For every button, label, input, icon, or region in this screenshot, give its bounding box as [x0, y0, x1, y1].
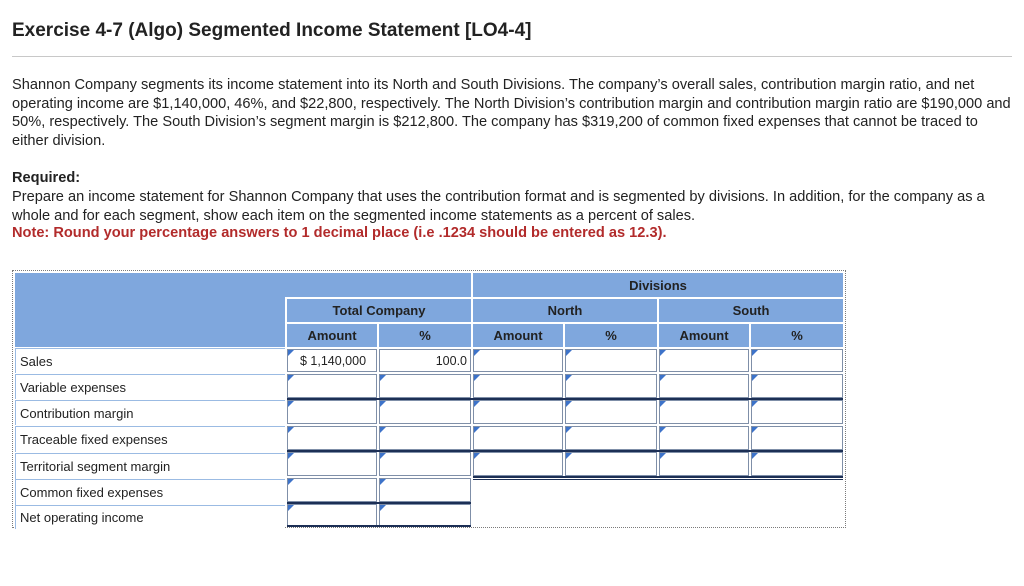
segment-margin-north-pct-input[interactable]: [565, 452, 657, 476]
traceable-fixed-south-pct-input[interactable]: [751, 426, 843, 450]
segment-margin-total-amount-input[interactable]: [287, 452, 377, 476]
row-label-contribution-margin: Contribution margin: [15, 400, 285, 425]
sales-north-amount-input[interactable]: [473, 349, 563, 372]
traceable-fixed-south-amount-input[interactable]: [659, 426, 749, 450]
total-company-header: Total Company: [287, 299, 471, 322]
contribution-margin-south-amount-input[interactable]: [659, 400, 749, 424]
variable-expenses-north-pct-input[interactable]: [565, 374, 657, 398]
segment-margin-total-pct-input[interactable]: [379, 452, 471, 476]
south-header: South: [659, 299, 843, 322]
contribution-margin-total-amount-input[interactable]: [287, 400, 377, 424]
segment-margin-south-pct-input[interactable]: [751, 452, 843, 476]
row-label-traceable-fixed-expenses: Traceable fixed expenses: [15, 426, 285, 452]
row-label-common-fixed-expenses: Common fixed expenses: [15, 479, 285, 505]
net-operating-income-double-underline: [287, 525, 471, 527]
title-divider: [12, 56, 1012, 57]
net-operating-income-total-amount-input[interactable]: [287, 504, 377, 526]
sales-south-pct-input[interactable]: [751, 349, 843, 372]
variable-expenses-total-amount-input[interactable]: [287, 374, 377, 398]
problem-description: Shannon Company segments its income statement into its North and South Divisions. The company’s overall sales, contribution margin ratio, and net operating income are $1,140,000, 46%, and $22,800, respectively. The North Division’s contribution margin and contribution margin ratio are $190,000 and 50%, respectively. The South Division’s segment margin is $212,800. The company has $319,200 of common fixed expenses that cannot be traced to either division.: [12, 77, 1011, 149]
common-fixed-total-amount-input[interactable]: [287, 478, 377, 502]
traceable-fixed-north-amount-input[interactable]: [473, 426, 563, 450]
required-heading: Required:: [12, 170, 81, 186]
south-pct-header: %: [751, 324, 843, 347]
header-spacer: [285, 273, 471, 297]
rounding-note: Note: Round your percentage answers to 1 decimal place (i.e .1234 should be entered as 12.3).: [12, 225, 667, 241]
variable-expenses-total-pct-input[interactable]: [379, 374, 471, 398]
sales-south-amount-input[interactable]: [659, 349, 749, 372]
sales-total-pct-input[interactable]: 100.0: [379, 349, 471, 372]
north-header: North: [473, 299, 657, 322]
row-label-variable-expenses: Variable expenses: [15, 374, 285, 399]
variable-expenses-south-amount-input[interactable]: [659, 374, 749, 398]
total-pct-header: %: [379, 324, 471, 347]
exercise-title: Exercise 4-7 (Algo) Segmented Income Statement [LO4-4]: [12, 20, 532, 41]
traceable-fixed-north-pct-input[interactable]: [565, 426, 657, 450]
segment-margin-double-underline: [473, 476, 843, 478]
north-amount-header: Amount: [473, 324, 563, 347]
contribution-margin-north-amount-input[interactable]: [473, 400, 563, 424]
divisions-header: Divisions: [473, 273, 843, 297]
net-operating-income-total-pct-input[interactable]: [379, 504, 471, 526]
traceable-fixed-total-amount-input[interactable]: [287, 426, 377, 450]
sales-north-pct-input[interactable]: [565, 349, 657, 372]
segment-margin-north-amount-input[interactable]: [473, 452, 563, 476]
segment-margin-south-amount-input[interactable]: [659, 452, 749, 476]
sales-total-amount-input[interactable]: $ 1,140,000: [287, 349, 377, 372]
south-amount-header: Amount: [659, 324, 749, 347]
segmented-income-statement-table: [12, 270, 846, 528]
common-fixed-total-pct-input[interactable]: [379, 478, 471, 502]
row-label-net-operating-income: Net operating income: [15, 505, 285, 529]
contribution-margin-north-pct-input[interactable]: [565, 400, 657, 424]
total-amount-header: Amount: [287, 324, 377, 347]
variable-expenses-south-pct-input[interactable]: [751, 374, 843, 398]
traceable-fixed-total-pct-input[interactable]: [379, 426, 471, 450]
contribution-margin-total-pct-input[interactable]: [379, 400, 471, 424]
north-pct-header: %: [565, 324, 657, 347]
contribution-margin-south-pct-input[interactable]: [751, 400, 843, 424]
variable-expenses-north-amount-input[interactable]: [473, 374, 563, 398]
segment-margin-double-underline-2: [473, 479, 843, 480]
required-instructions: Prepare an income statement for Shannon Company that uses the contribution format and is segmented by divisions. In addition, for the company as a whole and for each segment, show each item on the segmented income statements as a percent of sales.: [12, 189, 985, 224]
row-label-sales: Sales: [15, 348, 285, 373]
row-label-territorial-segment-margin: Territorial segment margin: [15, 453, 285, 479]
